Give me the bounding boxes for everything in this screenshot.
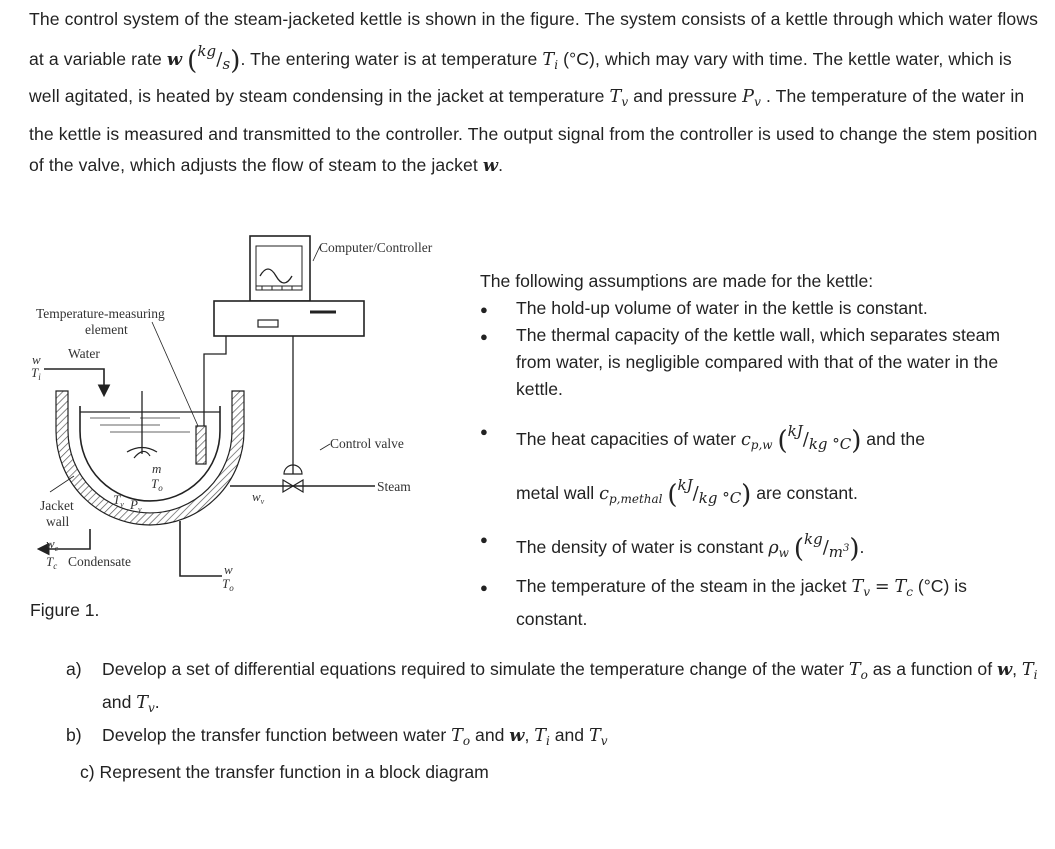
intro-paragraph: The control system of the steam-jacketed kettle is shown in the figure. The system consists of a kettle through which water flows at a variable rate w (kg/s). The entering water is at temperature $T_i$ (°C), which may vary with time. The kettle water, which is well agitated, is heated by steam condensing in the jacket at temperature $T_v$ and pressure $P_v$ . The temperature of the water in the kettle is measured and transmitted to the controller. The output signal from the controller is used to change the stem position of the valve, which adjusts the flow of steam to the jacket w. — [29, 9, 1039, 176]
assumption-5: ● The temperature of the steam in the jacket $T_v = T_c$ (°C) is constant. — [480, 573, 1040, 633]
var-w-end: w — [482, 155, 499, 176]
label-temp-element-2: element — [85, 322, 128, 337]
label-jacket-1: Jacket — [40, 498, 74, 513]
label-wc: $w_c$ — [46, 536, 59, 553]
assumptions-block — [480, 268, 1040, 633]
label-temp-element-1: Temperature-measuring — [36, 306, 165, 321]
questions-block — [66, 656, 1041, 755]
assumption-1: ● The hold-up volume of water in the kettle is constant. — [480, 295, 1040, 322]
intro-text-4: and pressure — [633, 86, 738, 106]
label-jacket-2: wall — [46, 514, 70, 529]
figure-caption: Figure 1. — [30, 600, 100, 620]
assumptions-heading: The following assumptions are made for the kettle: — [480, 271, 874, 291]
var-Tv: $T_v$ — [609, 87, 629, 109]
label-control-valve: Control valve — [330, 436, 404, 451]
intro-text-3: , which may vary with time. The kettle water, which is well agitated, is heated by steam condensing in the jacket at temperature — [29, 48, 1012, 106]
jacket-wall — [56, 391, 244, 525]
assumption-4: ● The density of water is constant $\rho_w$ $(kg/m^3)$. — [480, 519, 1040, 573]
intro-text-2: . The entering water is at temperature — [240, 48, 538, 69]
label-m: m — [152, 461, 162, 476]
var-Ti: $T_i$ — [542, 49, 559, 72]
label-To: $T_o$ — [151, 476, 163, 493]
question-c: c) Represent the transfer function in a block diagram — [80, 762, 489, 782]
question-b: b) Develop the transfer function between water $T_o$ and w, $T_i$ and $T_v$ — [66, 725, 608, 748]
temperature-sensor — [196, 426, 206, 464]
label-Tv: $T_v$ — [113, 492, 124, 509]
intro-text-1: The control system of the steam-jacketed kettle is shown in the figure. The system consists of a kettle through which water flows at a variable rate — [29, 9, 1039, 69]
assumptions-list — [480, 295, 1040, 633]
outlet-water-line — [180, 521, 222, 576]
label-steam: Steam — [377, 479, 411, 494]
label-water: Water — [68, 346, 100, 361]
label-To-out: $T_o$ — [222, 576, 234, 593]
assumption-3: ● The heat capacities of water $c_{p,w}$ (kJ/kg °C) and the metal wall $c_{p,methal}$ (kJ/kg °C) are constant. — [480, 411, 1040, 519]
label-Tc: $T_c$ — [46, 554, 58, 571]
label-w-out: w — [224, 562, 233, 577]
intro-text-5: . The temperature of the water in the kettle is measured and transmitted to the controller. The output signal from the controller is used to change the stem position of the valve, which adjusts the flow of steam to the jacket — [29, 86, 1038, 175]
unit-kg-per-s: (kg/s) — [187, 41, 241, 76]
label-w-in: w — [32, 352, 41, 367]
label-Pv: $P_v$ — [130, 497, 142, 514]
var-w: w — [166, 48, 183, 70]
question-a: a) Develop a set of differential equations required to simulate the temperature change of the water $T_o$ as a function of w, $T_i$ and $T_v$. — [66, 659, 1038, 715]
kettle-diagram — [30, 226, 460, 601]
label-computer-controller: Computer/Controller — [319, 240, 433, 255]
var-Pv: $P_v$ — [742, 87, 762, 109]
label-condensate: Condensate — [68, 554, 131, 569]
inlet-water-arrow — [44, 369, 104, 394]
unit-celsius: (°C) — [563, 48, 596, 69]
label-Ti: $T_i$ — [31, 365, 41, 382]
assumption-2: ● The thermal capacity of the kettle wall, which separates steam from water, is negligible compared with that of the water in the kettle. — [480, 322, 1040, 403]
label-wv: $w_v$ — [252, 489, 265, 506]
